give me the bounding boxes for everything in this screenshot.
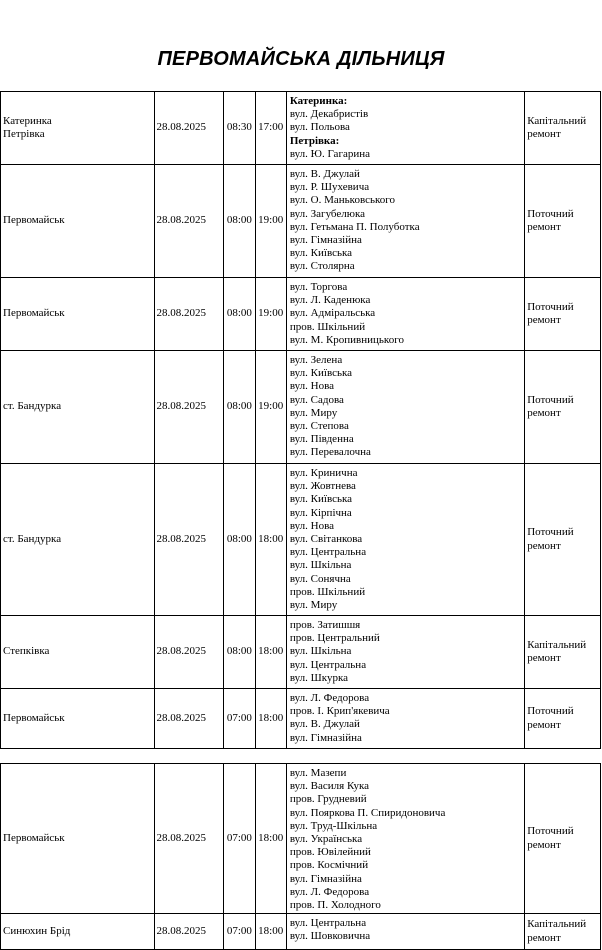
table-row (1, 764, 601, 914)
street-item: вул. Центральна (289, 658, 367, 671)
streets-cell (286, 616, 524, 689)
street-item: вул. Польова (289, 121, 350, 134)
date-cell: 28.08.2025 (154, 616, 224, 689)
streets-cell (286, 464, 524, 616)
street-item: вул. Декабристів (289, 108, 369, 121)
streets-cell (286, 914, 524, 950)
street-item: вул. Перевалочна (289, 446, 371, 459)
start-time-cell: 07:00 (224, 764, 255, 914)
settlement-cell: Первомайськ (1, 278, 155, 351)
end-time-cell: 17:00 (255, 92, 286, 165)
street-item: вул. Жовтнева (289, 480, 356, 493)
date-cell: 28.08.2025 (154, 278, 224, 351)
street-item: вул. Адміральська (289, 307, 376, 320)
street-item: вул. Загубелюка (289, 207, 366, 220)
table-row (1, 351, 601, 464)
street-item: вул. Труд-Шкільна (289, 819, 378, 832)
settlement-cell: Первомайськ (1, 689, 155, 749)
street-item: вул. Київська (289, 367, 353, 380)
work-type-cell: Капітальний ремонт (525, 616, 601, 689)
street-item: вул. Шкільна (289, 559, 352, 572)
start-time-cell: 08:00 (224, 278, 255, 351)
street-item: вул. Р. Шухевича (289, 181, 370, 194)
street-item: вул. Нова (289, 519, 335, 532)
end-time-cell: 19:00 (255, 165, 286, 278)
street-item: вул. Л. Федорова (289, 692, 370, 704)
street-item: вул. Нова (289, 380, 335, 393)
end-time-cell: 18:00 (255, 764, 286, 914)
street-item: вул. Шкурка (289, 671, 349, 684)
street-item: вул. В. Джулай (289, 718, 360, 731)
work-type-cell: Поточний ремонт (525, 464, 601, 616)
table-row (1, 914, 601, 950)
street-item: вул. Л. Федорова (289, 885, 370, 898)
street-item: вул. Степова (289, 420, 349, 433)
schedule-table-continued (0, 763, 601, 950)
street-item: вул. Гетьмана П. Полуботка (289, 220, 420, 233)
settlement-cell: Степківка (1, 616, 155, 689)
end-time-cell: 18:00 (255, 914, 286, 950)
street-item: вул. Світанкова (289, 533, 363, 546)
date-cell: 28.08.2025 (154, 351, 224, 464)
table-row (1, 464, 601, 616)
work-type-cell: Поточний ремонт (525, 351, 601, 464)
work-type-cell: Поточний ремонт (525, 165, 601, 278)
street-item: вул. Південна (289, 433, 354, 446)
street-item: вул. Кринична (289, 467, 358, 479)
street-item: вул. Василя Кука (289, 780, 370, 793)
work-type-cell: Капітальний ремонт (525, 914, 601, 950)
date-cell: 28.08.2025 (154, 464, 224, 616)
date-cell: 28.08.2025 (154, 689, 224, 749)
settlement-cell: Катеринка Петрівка (1, 92, 155, 165)
date-cell: 28.08.2025 (154, 92, 224, 165)
street-item: вул. Київська (289, 493, 353, 506)
start-time-cell: 07:00 (224, 689, 255, 749)
street-item: пров. Шкільний (289, 320, 366, 333)
street-item: вул. Київська (289, 247, 353, 260)
table-row (1, 616, 601, 689)
settlement-cell: ст. Бандурка (1, 351, 155, 464)
street-item: вул. Зелена (289, 354, 343, 366)
streets-cell (286, 764, 524, 914)
settlement-cell: Первомайськ (1, 165, 155, 278)
street-item: вул. О. Маньковського (289, 194, 396, 207)
table-row (1, 92, 601, 165)
table-row (1, 165, 601, 278)
streets-cell (286, 92, 524, 165)
settlement-subheading: Петрівка: (289, 134, 340, 147)
work-type-cell: Поточний ремонт (525, 278, 601, 351)
streets-cell (286, 278, 524, 351)
start-time-cell: 08:00 (224, 464, 255, 616)
street-item: вул. Пояркова П. Спиридоновича (289, 806, 446, 819)
work-type-cell: Поточний ремонт (525, 689, 601, 749)
start-time-cell: 08:00 (224, 165, 255, 278)
start-time-cell: 08:00 (224, 351, 255, 464)
street-item: пров. Ювілейний (289, 846, 371, 859)
street-item: вул. В. Джулай (289, 168, 360, 180)
street-item: вул. Столярна (289, 260, 355, 273)
settlement-cell: ст. Бандурка (1, 464, 155, 616)
street-item: вул. Садова (289, 393, 344, 406)
page-title: ПЕРВОМАЙСЬКА ДІЛЬНИЦЯ (157, 48, 445, 70)
date-cell: 28.08.2025 (154, 764, 224, 914)
end-time-cell: 18:00 (255, 689, 286, 749)
table-row (1, 278, 601, 351)
street-item: вул. Центральна (289, 546, 367, 559)
work-type-cell: Капітальний ремонт (525, 92, 601, 165)
street-item: вул. Миру (289, 599, 338, 612)
schedule-table (0, 91, 601, 749)
street-item: пров. Космічний (289, 859, 369, 872)
streets-cell (286, 689, 524, 749)
street-item: вул. Сонячна (289, 572, 351, 585)
street-item: пров. Затишшя (289, 619, 361, 631)
street-item: пров. Шкільний (289, 585, 366, 598)
settlement-subheading: Катеринка: (289, 95, 348, 107)
settlement-cell: Первомайськ (1, 764, 155, 914)
streets-cell (286, 165, 524, 278)
streets-cell (286, 351, 524, 464)
end-time-cell: 18:00 (255, 616, 286, 689)
work-type-cell: Поточний ремонт (525, 764, 601, 914)
street-item: вул. Гімназійна (289, 872, 362, 885)
end-time-cell: 19:00 (255, 278, 286, 351)
street-item: вул. Миру (289, 406, 338, 419)
street-item: пров. Грудневий (289, 793, 367, 806)
street-item: пров. Центральний (289, 632, 380, 645)
street-item: вул. Ю. Гагарина (289, 147, 370, 160)
street-item: вул. Мазепи (289, 767, 347, 779)
start-time-cell: 08:00 (224, 616, 255, 689)
date-cell: 28.08.2025 (154, 165, 224, 278)
street-item: вул. Л. Каденюка (289, 294, 371, 307)
street-item: вул. Кірпічна (289, 506, 352, 519)
start-time-cell: 07:00 (224, 914, 255, 950)
date-cell: 28.08.2025 (154, 914, 224, 950)
street-item: вул. Гімназійна (289, 234, 362, 247)
street-item: пров. П. Холодного (289, 899, 381, 912)
street-item: вул. Гімназійна (289, 731, 362, 744)
end-time-cell: 19:00 (255, 351, 286, 464)
street-item: вул. Центральна (289, 917, 367, 929)
street-item: пров. І. Крип'якевича (289, 705, 390, 718)
street-item: вул. Шовковична (289, 930, 371, 943)
end-time-cell: 18:00 (255, 464, 286, 616)
street-item: вул. Торгова (289, 281, 348, 293)
street-item: вул. Шкільна (289, 645, 352, 658)
table-row (1, 689, 601, 749)
settlement-cell: Синюхин Брід (1, 914, 155, 950)
street-item: вул. Українська (289, 833, 363, 846)
street-item: вул. М. Кропивницького (289, 333, 404, 346)
start-time-cell: 08:30 (224, 92, 255, 165)
